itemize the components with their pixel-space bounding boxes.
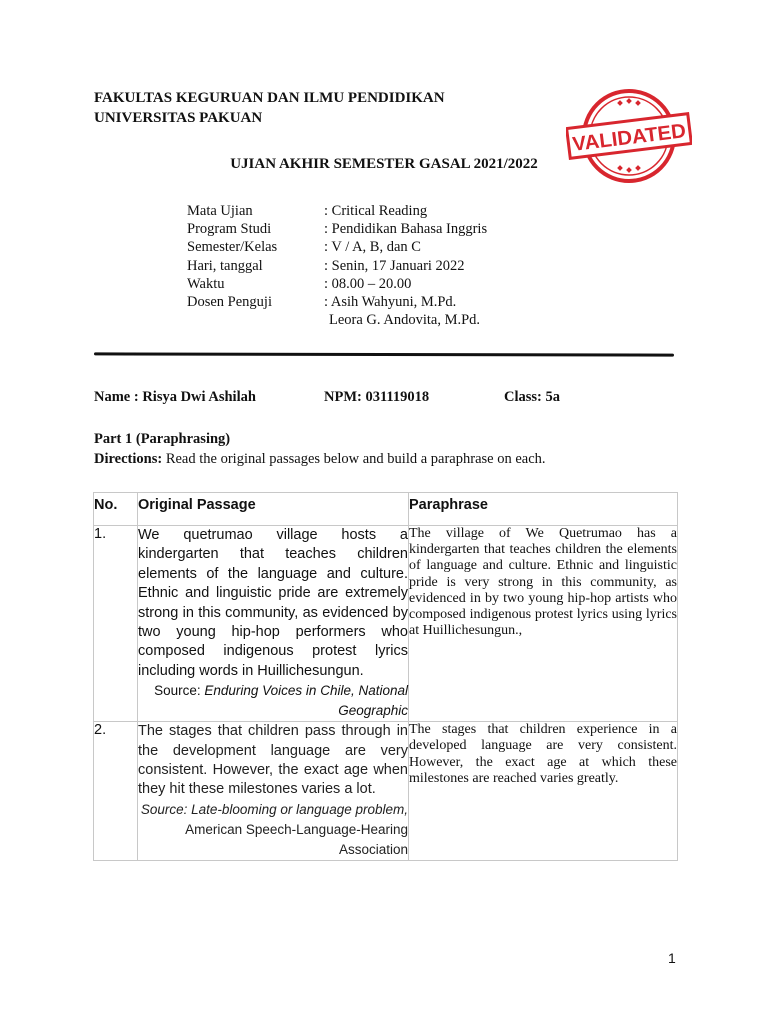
info-key: Waktu [187,275,225,292]
info-value: : V / A, B, dan C [324,239,421,256]
info-value: : 08.00 – 20.00 [324,275,412,292]
original-text: The stages that children pass through in the development language are very consistent. However, the exact age when they hit these milestones varies a lot. [138,723,408,798]
table-row [94,722,678,861]
header-paraphrase: Paraphrase [409,493,678,526]
faculty-name: FAKULTAS KEGURUAN DAN ILMU PENDIDIKAN [94,90,445,106]
table-header-row [94,493,678,526]
paraphrase-table [93,492,678,861]
directions-label: Directions: [94,451,163,467]
divider [94,352,674,356]
passage-source [138,800,408,860]
info-row [187,275,487,293]
directions-text: Read the original passages below and build a paraphrase on each. [162,451,546,467]
info-row [187,202,487,220]
info-value: : Critical Reading [324,203,428,219]
info-row [187,257,487,275]
info-key: Dosen Penguji [187,294,272,311]
source-title: Enduring Voices in Chile, National Geographic [204,683,408,719]
paraphrase-cell: The stages that children experience in a developed language are very consistent. However, the exact age at which these milestones are reached varies greatly. [409,722,678,861]
info-value: : Asih Wahyuni, M.Pd. [324,294,457,311]
info-row [187,311,487,329]
student-name: Name : Risya Dwi Ashilah [94,389,256,405]
info-key: Semester/Kelas [187,239,278,256]
source-title: Source: Late-blooming or language problem, [140,801,408,817]
info-value: Leora G. Andovita, M.Pd. [329,312,481,329]
info-row [187,238,487,256]
info-key: Program Studi [187,221,272,238]
faculty-heading [94,88,445,128]
info-value: : Pendidikan Bahasa Inggris [324,221,488,238]
original-passage [138,526,409,722]
info-key: Mata Ujian [187,203,253,219]
info-key [187,311,324,329]
exam-info [187,202,487,329]
page-number: 1 [668,950,676,966]
info-row [187,293,487,311]
directions [94,451,546,468]
student-class: Class: 5a [504,389,560,405]
paraphrase-cell: The village of We Quetrumao has a kindergarten that teaches children the elements of language and culture. Ethnic and linguistic pride is very strong in this community, as evidenced in by two young hip-hop artists who composed indigenous protest lyrics using lyrics at Huillichesungun., [409,526,678,722]
university-name: UNIVERSITAS PAKUAN [94,110,263,126]
info-row [187,220,487,238]
source-publisher: American Speech-Language-Hearing Association [185,821,408,857]
passage-source [138,681,408,721]
row-number: 1. [94,526,138,722]
part-title: Part 1 (Paraphrasing) [94,431,231,447]
row-number: 2. [94,722,138,861]
info-value: : Senin, 17 Januari 2022 [324,257,465,274]
header-original: Original Passage [138,493,409,526]
original-passage [138,722,409,861]
stamp-text: VALIDATED [571,120,685,156]
student-npm: NPM: 031119018 [324,389,430,405]
info-key: Hari, tanggal [187,257,263,274]
source-prefix: Source: [154,683,205,699]
exam-title: UJIAN AKHIR SEMESTER GASAL 2021/2022 [230,156,538,172]
header-no: No. [94,493,138,526]
original-text: We quetrumao village hosts a kindergarten that teaches children elements of the language and culture. Ethnic and linguistic pride are extremely strong in this community, as evidenced by two young hip-hop performers who composed indigenous protest lyrics including words in Huillichesungun. [138,527,408,679]
table-row [94,526,678,722]
